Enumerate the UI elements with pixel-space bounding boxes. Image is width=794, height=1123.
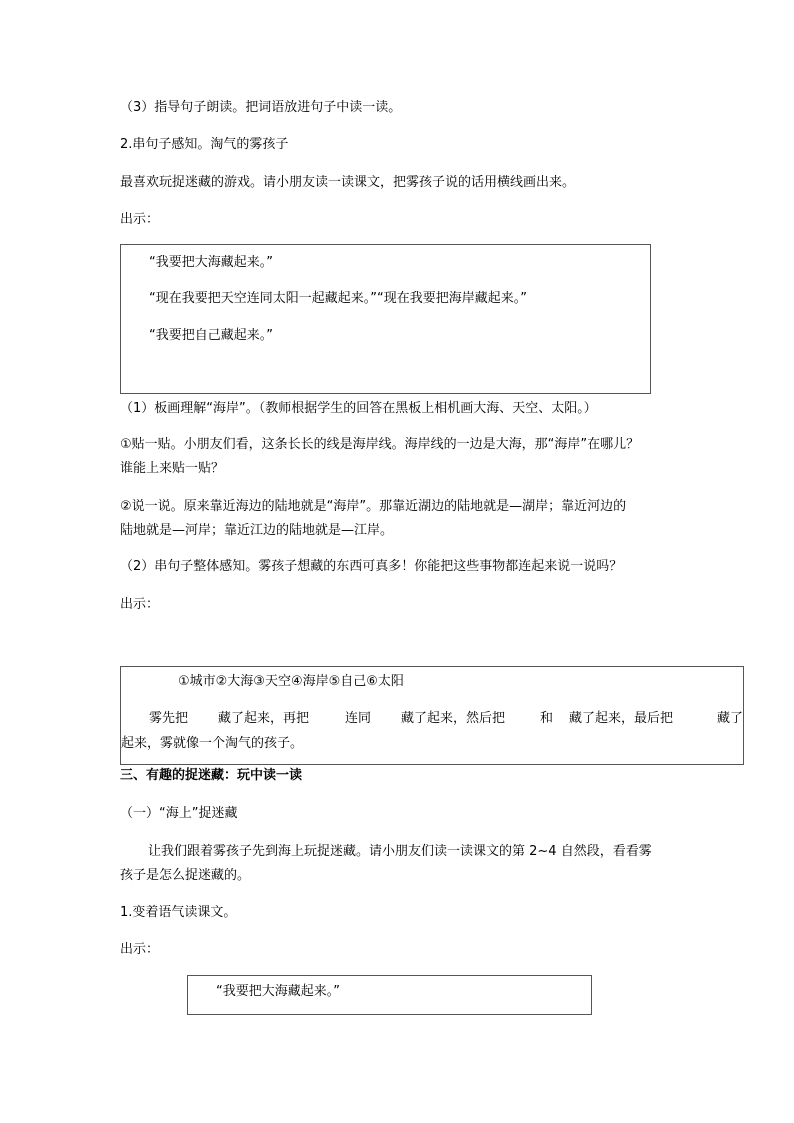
section-3-heading: 三、有趣的捉迷藏：玩中读一读 — [120, 768, 303, 783]
fill-in-box — [120, 666, 744, 765]
quote-box-1 — [120, 244, 651, 394]
quote-sea: “我要把大海藏起来。” — [149, 255, 273, 270]
say-activity-line-1: ②说一说。原来靠近海边的陆地就是“海岸”。那靠近湖边的陆地就是—湖岸；靠近河边的 — [120, 499, 627, 514]
paste-activity-line-2: 谁能上来贴一贴？ — [120, 461, 225, 476]
sentence-fragment: 藏了 — [717, 711, 744, 726]
board-drawing-note: （1）板画理解“海岸”。（教师根据学生的回答在黑板上相机画大海、天空、太阳。） — [120, 401, 597, 416]
instruction-paragraph: 最喜欢玩捉迷藏的游戏。请小朋友读一读课文，把雾孩子说的话用横线画出来。 — [120, 175, 576, 190]
quote-sky-coast: “现在我要把天空连同太阳一起藏起来。”“现在我要把海岸藏起来。” — [149, 291, 527, 306]
say-activity-line-2: 陆地就是—河岸；靠近江边的陆地就是—江岸。 — [120, 523, 394, 538]
paste-activity-line-1: ①贴一贴。小朋友们看，这条长长的线是海岸线。海岸线的一边是大海，那“海岸”在哪儿？ — [120, 437, 640, 452]
sentence-fragment: 藏了起来，最后把 — [569, 711, 674, 726]
fill-in-sentence-line-1 — [121, 707, 743, 725]
step-2-heading: 2.串句子感知。淘气的雾孩子 — [120, 137, 289, 152]
sentence-fragment: 藏了起来，然后把 — [401, 711, 506, 726]
sentence-fragment: 连同 — [345, 711, 372, 726]
sentence-linking-prompt: （2）串句子整体感知。雾孩子想藏的东西可真多！你能把这些事物都连起来说一说吗？ — [120, 559, 623, 574]
step-3-reading: （3）指导句子朗读。把词语放进句子中读一读。 — [120, 100, 402, 115]
sentence-fragment: 雾先把 — [149, 711, 189, 726]
show-label-3: 出示： — [120, 942, 160, 957]
subsection-sea-heading: （一）“海上”捉迷藏 — [120, 806, 238, 821]
sea-intro-line-2: 孩子是怎么捉迷藏的。 — [120, 868, 251, 883]
fill-in-sentence-line-2: 起来，雾就像一个淘气的孩子。 — [121, 736, 304, 751]
word-options: ①城市②大海③天空④海岸⑤自己⑥太阳 — [178, 674, 404, 689]
sentence-fragment: 藏了起来，再把 — [218, 711, 310, 726]
show-label: 出示： — [120, 212, 160, 227]
quote-sea-2: “我要把大海藏起来。” — [216, 984, 340, 999]
step-1-heading: 1.变着语气读课文。 — [120, 905, 237, 920]
quote-self: “我要把自己藏起来。” — [149, 328, 273, 343]
sea-intro-line-1: 让我们跟着雾孩子先到海上玩捉迷藏。请小朋友们读一读课文的第 2~4 自然段，看看雾 — [148, 844, 652, 859]
show-label-2: 出示： — [120, 597, 160, 612]
quote-box-2 — [187, 975, 592, 1015]
sentence-fragment: 和 — [540, 711, 554, 726]
